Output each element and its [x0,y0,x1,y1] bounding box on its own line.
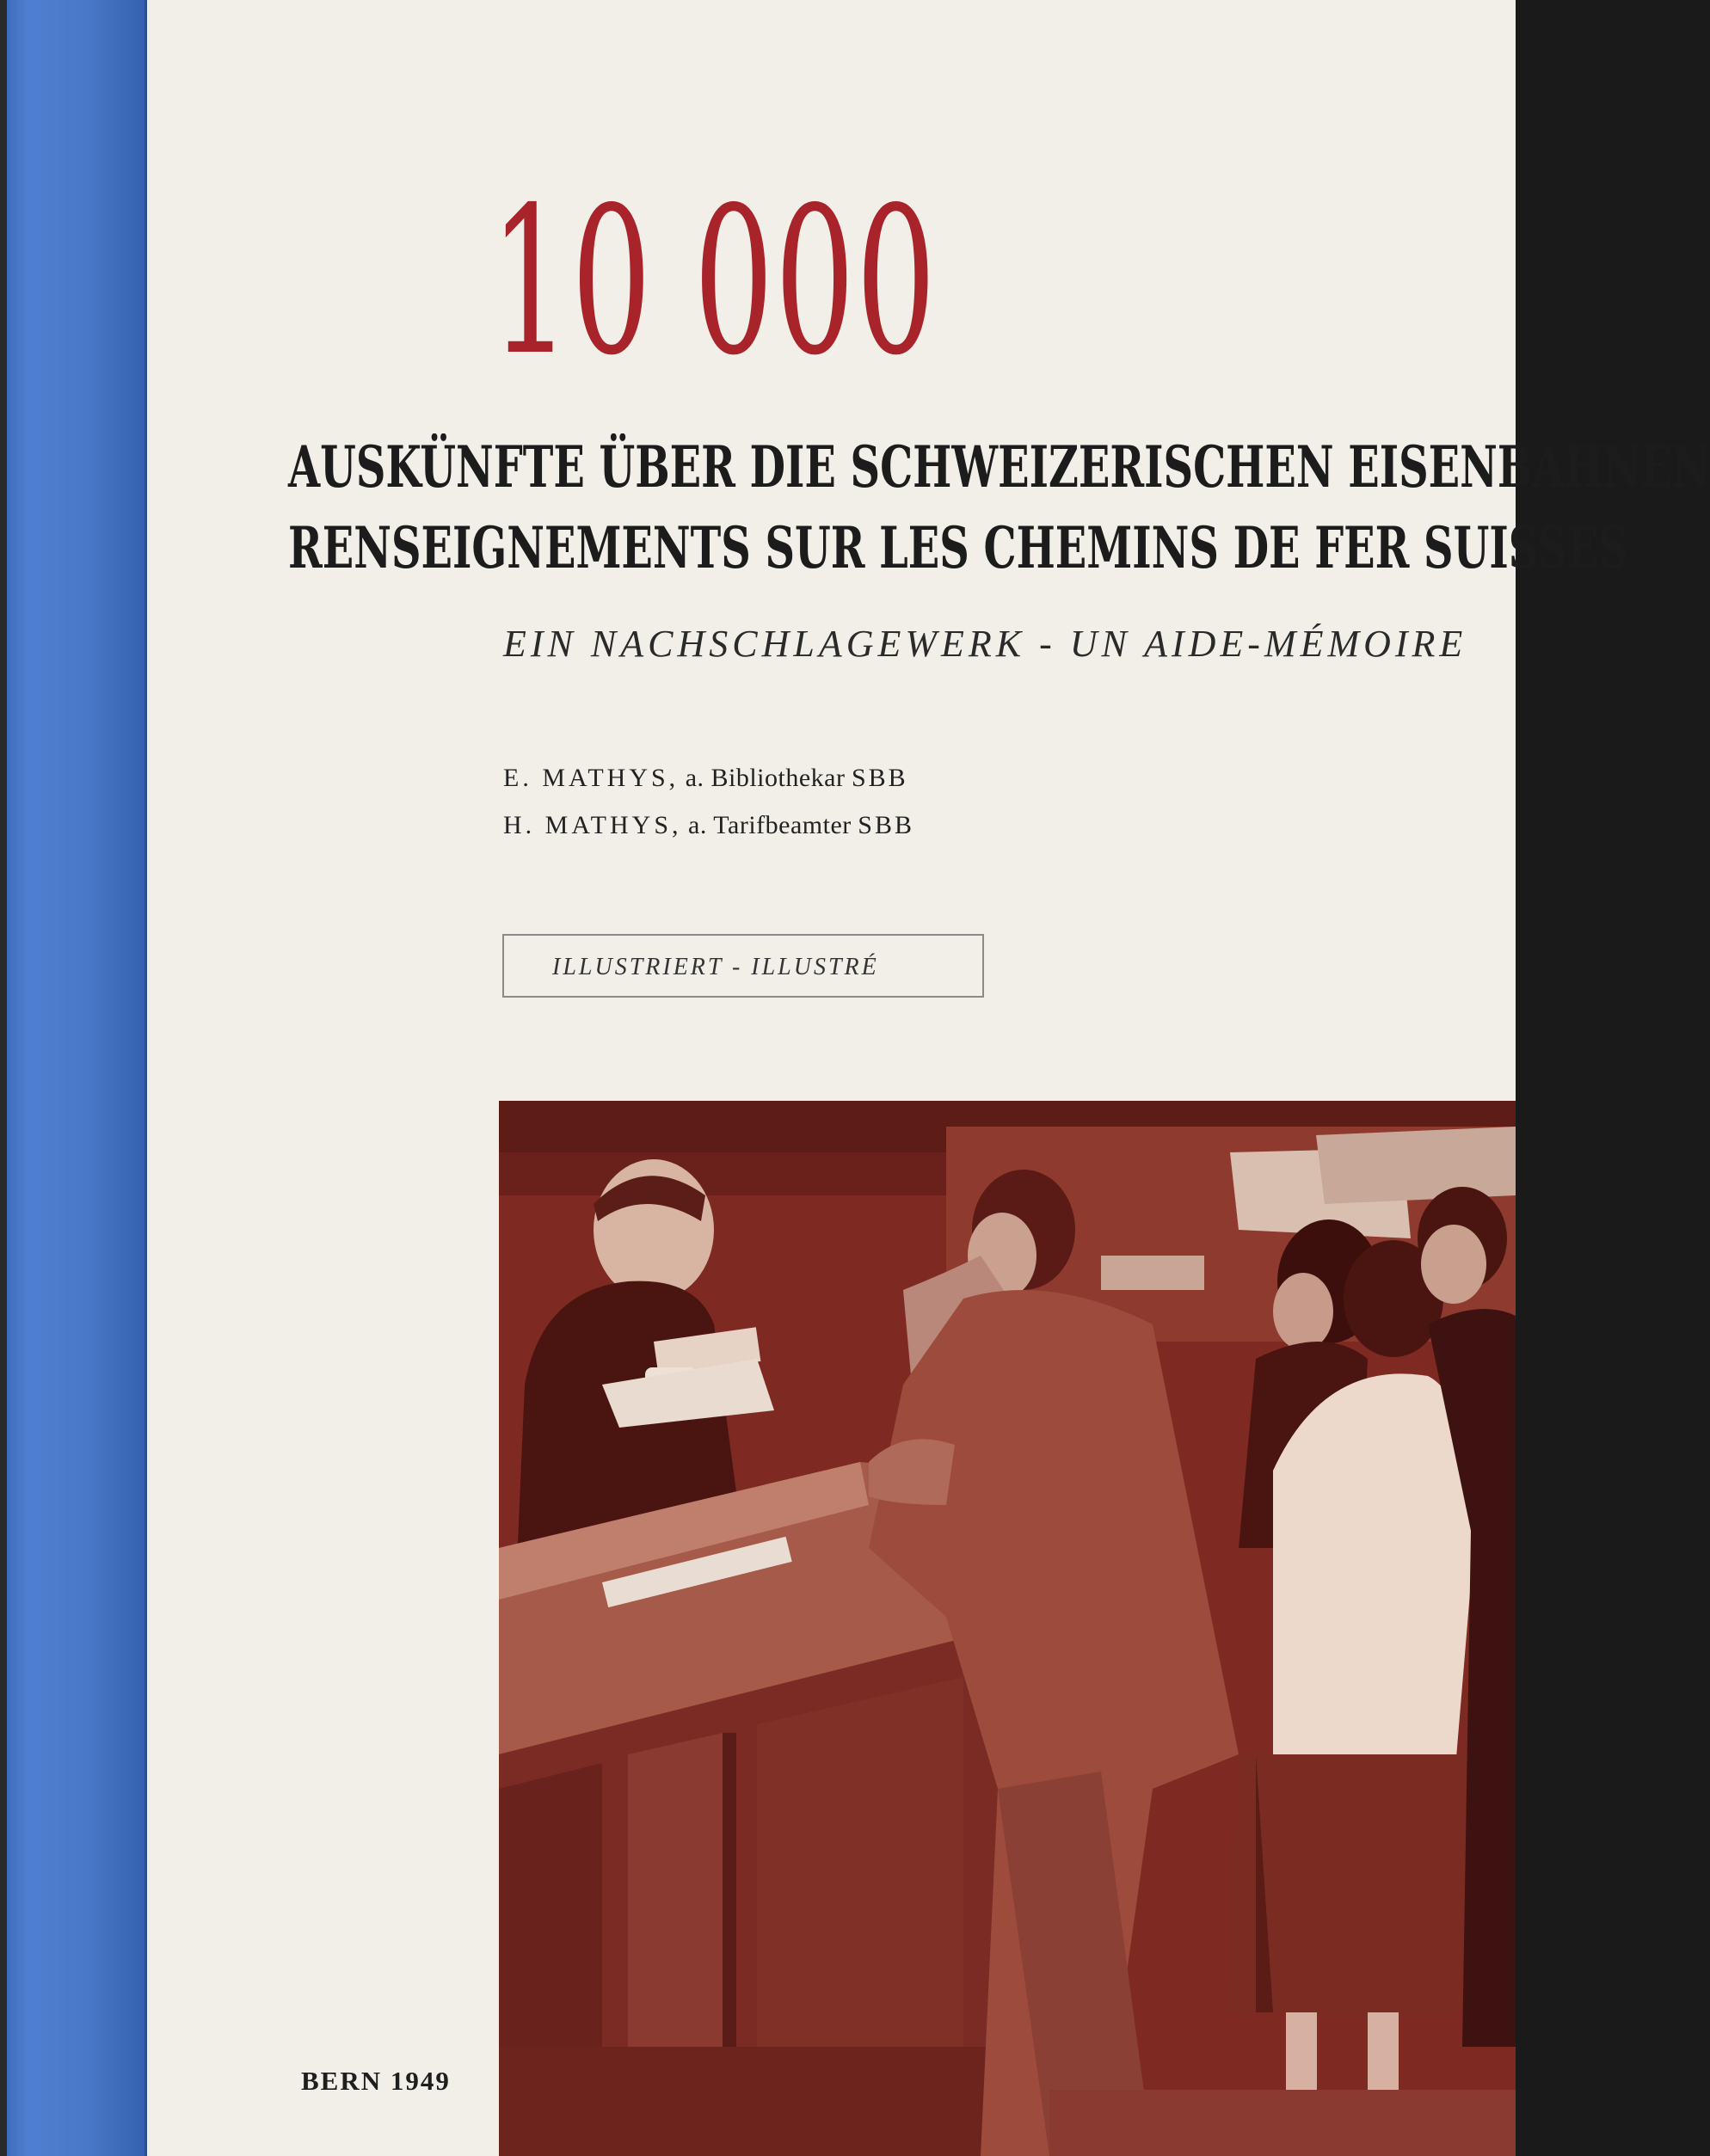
spine-edge [0,0,7,2156]
title-french: RENSEIGNEMENTS SUR LES CHEMINS DE FER SUISSES [288,514,1628,581]
author-line [503,812,914,839]
author-name: E. MATHYS, [503,764,680,792]
cover-photo [499,1101,1516,2156]
cover-number: 10 000 [490,163,938,400]
author-org: SBB [858,811,914,839]
author-role: a. Bibliothekar [685,764,846,792]
author-name: H. MATHYS, [503,811,682,839]
illustrated-label-box [502,934,984,998]
ticket-counter-photo [499,1101,1516,2156]
author-line [503,765,908,792]
illustrated-label: ILLUSTRIERT - ILLUSTRÉ [552,954,879,980]
book-spine [0,0,147,2156]
author-role: a. Tarifbeamter [688,811,852,839]
imprint: BERN 1949 [301,2066,451,2096]
subtitle: EIN NACHSCHLAGEWERK - UN AIDE-MÉMOIRE [503,623,1467,665]
author-org: SBB [851,764,908,792]
title-german: AUSKÜNFTE ÜBER DIE SCHWEIZERISCHEN EISENBAHNEN [288,433,1710,501]
